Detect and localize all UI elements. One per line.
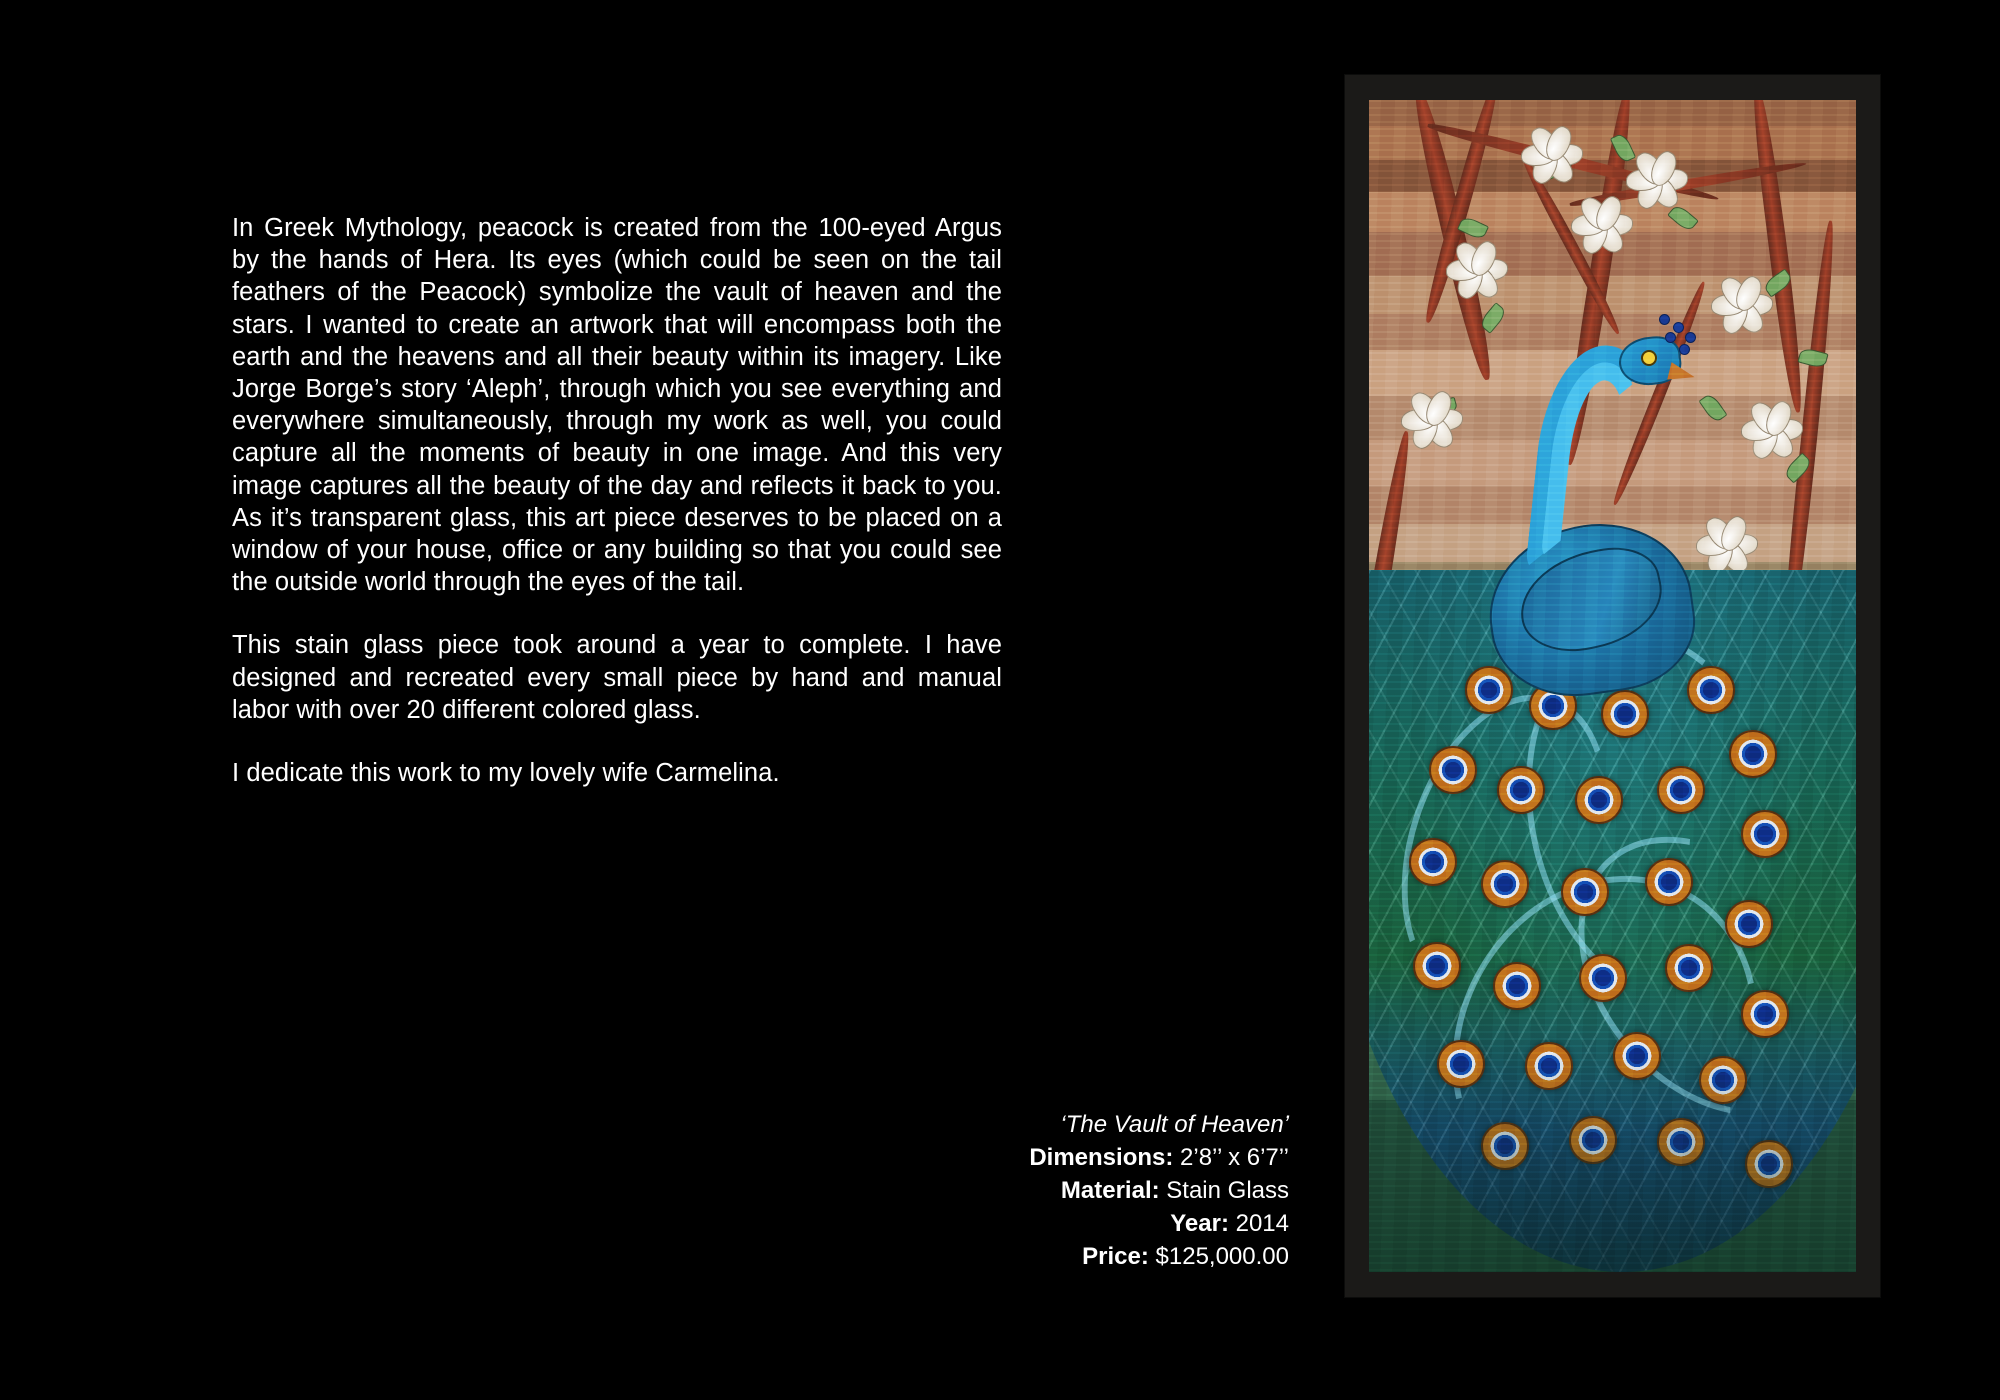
artwork-material-row — [749, 1174, 1289, 1207]
artwork-price-row — [749, 1240, 1289, 1273]
artwork-dimensions-row — [749, 1141, 1289, 1174]
description-paragraph-1: In Greek Mythology, peacock is created from the 100-eyed Argus by the hands of Hera. Its eyes (which could be seen on the tail feathers of the Peacock) symbolize the vault of heaven and the stars. I wanted to create an artwork that will encompass both the earth and the heavens and all their beauty within its imagery. Like Jorge Borge’s story ‘Aleph’, through which you see everything and everywhere simultaneously, through my work as well, you could capture all the moments of beauty in one image. And this very image captures all the beauty of the day and reflects it back to you. As it’s transparent glass, this art piece deserves to be placed on a window of your house, office or any building so that you could see the outside world through the eyes of the tail. — [232, 214, 1002, 597]
description-paragraph-3: I dedicate this work to my lovely wife Carmelina. — [232, 759, 780, 788]
dimensions-label: Dimensions: — [1029, 1144, 1174, 1171]
dimensions-value: 2’8’’ x 6’7’’ — [1173, 1144, 1289, 1171]
price-value: $125,000.00 — [1148, 1243, 1289, 1270]
description-paragraph-2: This stain glass piece took around a year to complete. I have designed and recreated every small piece by hand and manual labor with over 20 different colored glass. — [232, 631, 1002, 724]
year-value: 2014 — [1228, 1210, 1289, 1237]
artwork-frame — [1345, 75, 1880, 1297]
year-label: Year: — [1170, 1210, 1229, 1237]
artwork-caption — [749, 1108, 1289, 1273]
material-value: Stain Glass — [1159, 1177, 1289, 1204]
glass-texture-overlay — [1369, 100, 1856, 1272]
stained-glass-peacock-panel — [1369, 100, 1856, 1272]
artwork-title: ‘The Vault of Heaven’ — [1060, 1111, 1289, 1138]
material-label: Material: — [1060, 1177, 1160, 1204]
price-label: Price: — [1082, 1243, 1149, 1270]
description-block — [232, 212, 1002, 789]
artwork-year-row — [749, 1207, 1289, 1240]
